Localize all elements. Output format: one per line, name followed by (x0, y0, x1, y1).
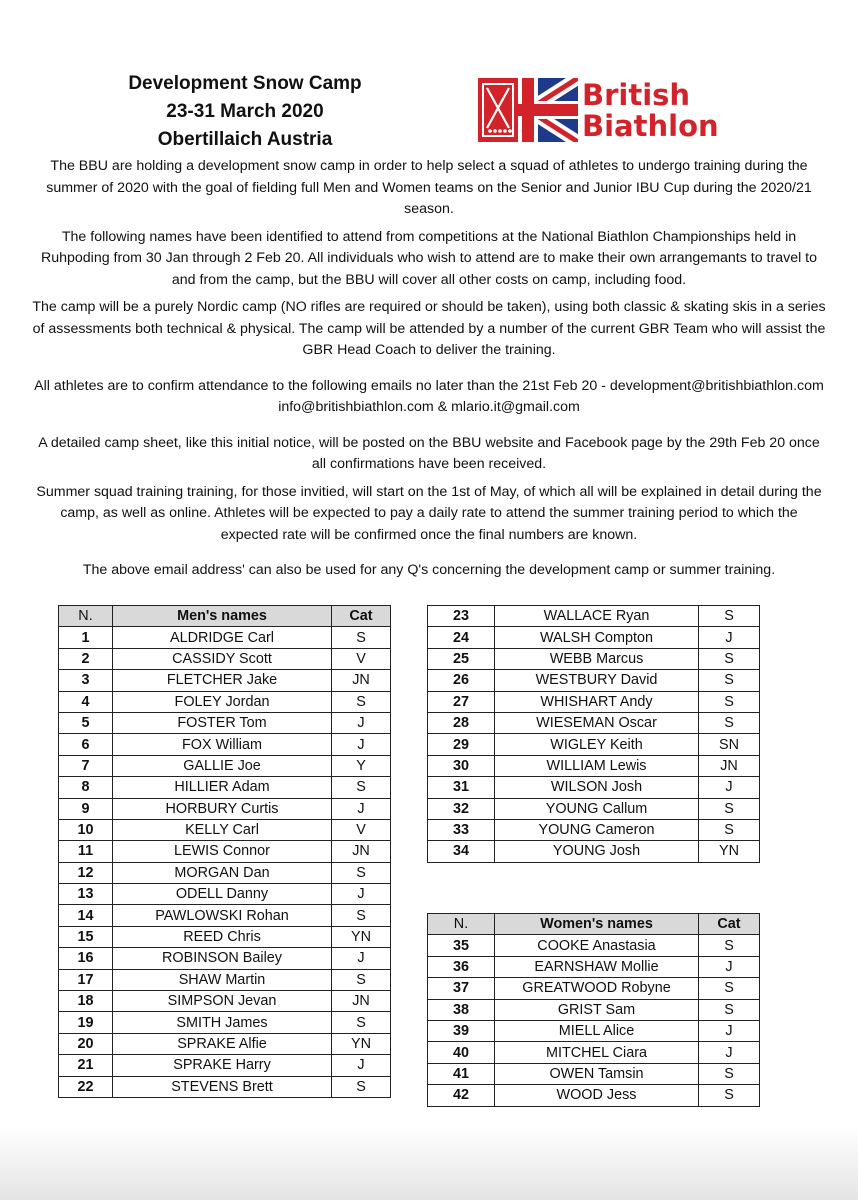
table-row (428, 648, 760, 669)
column-header-womens-names: Women's names (495, 914, 699, 935)
athlete-category: J (699, 1042, 760, 1063)
table-row (428, 999, 760, 1020)
athlete-category: S (332, 905, 391, 926)
athlete-number: 9 (59, 798, 113, 819)
athlete-number: 1 (59, 627, 113, 648)
athlete-number: 10 (59, 819, 113, 840)
athlete-number: 8 (59, 777, 113, 798)
athlete-name: LEWIS Connor (113, 841, 332, 862)
table-row (428, 819, 760, 840)
athlete-number: 38 (428, 999, 495, 1020)
athlete-category: J (332, 884, 391, 905)
paragraph-contact: The above email address' can also be used for any Q's concerning the development camp or summer training. (82, 562, 776, 578)
logo-line-biathlon: Biathlon (582, 109, 719, 143)
table-row (428, 734, 760, 755)
athlete-category: V (332, 819, 391, 840)
athlete-number: 5 (59, 712, 113, 733)
athlete-name: ODELL Danny (113, 884, 332, 905)
mens-names-table (58, 605, 391, 1098)
athlete-category: JN (332, 991, 391, 1012)
athlete-name: WOOD Jess (495, 1085, 699, 1106)
athlete-category: S (332, 691, 391, 712)
athlete-category: V (332, 648, 391, 669)
table-row (428, 1085, 760, 1106)
athlete-name: HORBURY Curtis (113, 798, 332, 819)
athlete-number: 13 (59, 884, 113, 905)
table-row (59, 991, 391, 1012)
british-biathlon-logo (478, 78, 740, 142)
athlete-name: SPRAKE Harry (113, 1055, 332, 1076)
athlete-name: EARNSHAW Mollie (495, 956, 699, 977)
athlete-category: S (699, 648, 760, 669)
table-row (59, 670, 391, 691)
paragraph-selection: The following names have been identified to attend from competitions at the National Biathlon Championships held in Ruhpoding from 30 Jan through 2 Feb 20. All individuals who wish to attend are to make their own arrangemants to travel to and from the camp, but the BBU will cover all other costs on camp, including food. (40, 228, 818, 288)
athlete-number: 12 (59, 862, 113, 883)
athlete-number: 36 (428, 956, 495, 977)
athlete-name: GRIST Sam (495, 999, 699, 1020)
column-header-mens-names: Men's names (113, 606, 332, 627)
athlete-category: S (699, 1063, 760, 1084)
table-row (59, 1055, 391, 1076)
athlete-name: FOLEY Jordan (113, 691, 332, 712)
athlete-category: J (699, 777, 760, 798)
athlete-name: WILSON Josh (495, 777, 699, 798)
athlete-name: HILLIER Adam (113, 777, 332, 798)
document-title (100, 70, 390, 154)
athlete-name: COOKE Anastasia (495, 935, 699, 956)
athlete-name: FLETCHER Jake (113, 670, 332, 691)
table-row (59, 712, 391, 733)
athlete-category: SN (699, 734, 760, 755)
title-dates: 23-31 March 2020 (166, 101, 324, 122)
athlete-category: YN (332, 926, 391, 947)
table-header-row (59, 606, 391, 627)
table-row (59, 648, 391, 669)
table-row (59, 691, 391, 712)
notice-body (30, 156, 828, 588)
table-row (59, 948, 391, 969)
paragraph-camp-sheet: A detailed camp sheet, like this initial notice, will be posted on the BBU website and Facebook page by the 29th Feb 20 once all confirmations have been received. (38, 434, 820, 472)
column-header-number: N. (59, 606, 113, 627)
table-row (59, 1033, 391, 1054)
athlete-number: 3 (59, 670, 113, 691)
athlete-name: ROBINSON Bailey (113, 948, 332, 969)
table-row (59, 819, 391, 840)
table-row (428, 841, 760, 862)
athlete-number: 20 (59, 1033, 113, 1054)
athlete-category: JN (332, 841, 391, 862)
athlete-number: 32 (428, 798, 495, 819)
union-jack-icon (478, 78, 578, 142)
title-event: Development Snow Camp (128, 73, 362, 94)
table-row (428, 1020, 760, 1041)
athlete-name: FOSTER Tom (113, 712, 332, 733)
table-row (59, 755, 391, 776)
athlete-name: YOUNG Josh (495, 841, 699, 862)
athlete-category: J (699, 1020, 760, 1041)
athlete-category: S (699, 798, 760, 819)
athlete-number: 22 (59, 1076, 113, 1097)
table-row (428, 978, 760, 999)
table-header-row (428, 914, 760, 935)
table-row (428, 956, 760, 977)
athlete-category: JN (699, 755, 760, 776)
athlete-category: J (332, 798, 391, 819)
womens-names-table (427, 913, 760, 1107)
athlete-name: WALLACE Ryan (495, 606, 699, 627)
athlete-number: 21 (59, 1055, 113, 1076)
athlete-name: REED Chris (113, 926, 332, 947)
athlete-name: WEBB Marcus (495, 648, 699, 669)
column-header-cat: Cat (699, 914, 760, 935)
column-header-number: N. (428, 914, 495, 935)
athlete-name: GALLIE Joe (113, 755, 332, 776)
paragraph-confirm-attendance: All athletes are to confirm attendance to the following emails no later than the 21st Feb 20 - development@britishbiathlon.com info@britishbiathlon.com & mlario.it@gmail.com (34, 377, 824, 415)
athlete-category: J (332, 948, 391, 969)
paragraph-summer-training: Summer squad training training, for those invitied, will start on the 1st of May, of which all will be explained in detail during the camp, as well as online. Athletes will be expected to pay a daily rate to attend the summer training period to which the expected rate will be confirmed once the final numbers are known. (36, 483, 822, 543)
athlete-category: YN (699, 841, 760, 862)
athlete-number: 17 (59, 969, 113, 990)
athlete-name: WALSH Compton (495, 627, 699, 648)
athlete-name: MIELL Alice (495, 1020, 699, 1041)
athlete-category: S (332, 862, 391, 883)
athlete-category: J (332, 1055, 391, 1076)
table-row (59, 841, 391, 862)
athlete-number: 35 (428, 935, 495, 956)
athlete-name: MITCHEL Ciara (495, 1042, 699, 1063)
table-row (428, 712, 760, 733)
paragraph-intro: The BBU are holding a development snow camp in order to help select a squad of athletes to undergo training during the summer of 2020 with the goal of fielding full Men and Women teams on the Senior and Junior IBU Cup during the 2020/21 season. (46, 158, 812, 217)
table-row (59, 798, 391, 819)
athlete-category: S (332, 777, 391, 798)
athlete-number: 28 (428, 712, 495, 733)
table-row (59, 884, 391, 905)
table-row (428, 935, 760, 956)
athlete-category: S (699, 606, 760, 627)
athlete-number: 34 (428, 841, 495, 862)
athlete-number: 2 (59, 648, 113, 669)
table-row (428, 670, 760, 691)
athlete-name: MORGAN Dan (113, 862, 332, 883)
athlete-name: OWEN Tamsin (495, 1063, 699, 1084)
mens-names-table-continued (427, 605, 760, 863)
athlete-category: S (699, 999, 760, 1020)
athlete-number: 24 (428, 627, 495, 648)
athlete-category: S (332, 1012, 391, 1033)
table-row (428, 798, 760, 819)
athlete-category: S (332, 969, 391, 990)
table-row (428, 627, 760, 648)
athlete-category: YN (332, 1033, 391, 1054)
athlete-number: 4 (59, 691, 113, 712)
athlete-category: S (699, 712, 760, 733)
athlete-category: S (699, 935, 760, 956)
athlete-name: SHAW Martin (113, 969, 332, 990)
athlete-category: S (332, 627, 391, 648)
athlete-number: 37 (428, 978, 495, 999)
athlete-name: STEVENS Brett (113, 1076, 332, 1097)
table-row (428, 755, 760, 776)
athlete-number: 26 (428, 670, 495, 691)
athlete-number: 19 (59, 1012, 113, 1033)
athlete-category: S (699, 819, 760, 840)
table-row (428, 1063, 760, 1084)
athlete-category: J (332, 734, 391, 755)
athlete-number: 18 (59, 991, 113, 1012)
athlete-number: 29 (428, 734, 495, 755)
athlete-number: 6 (59, 734, 113, 755)
title-location: Obertillaich Austria (157, 129, 333, 150)
athlete-number: 41 (428, 1063, 495, 1084)
table-row (59, 734, 391, 755)
table-row (59, 905, 391, 926)
athlete-category: S (699, 691, 760, 712)
athlete-name: SMITH James (113, 1012, 332, 1033)
athlete-number: 40 (428, 1042, 495, 1063)
athlete-number: 31 (428, 777, 495, 798)
athlete-number: 30 (428, 755, 495, 776)
table-row (59, 627, 391, 648)
athlete-name: SIMPSON Jevan (113, 991, 332, 1012)
table-row (428, 1042, 760, 1063)
athlete-number: 15 (59, 926, 113, 947)
athlete-number: 42 (428, 1085, 495, 1106)
paragraph-camp-details: The camp will be a purely Nordic camp (NO rifles are required or should be taken), using both classic & skating skis in a series of assessments both technical & physical. The camp will be attended by a number of the current GBR Team who will assist the GBR Head Coach to deliver the training. (32, 299, 826, 358)
athlete-name: WESTBURY David (495, 670, 699, 691)
athlete-name: WIGLEY Keith (495, 734, 699, 755)
athlete-category: J (699, 627, 760, 648)
athlete-number: 14 (59, 905, 113, 926)
athlete-category: Y (332, 755, 391, 776)
table-row (59, 862, 391, 883)
logo-line-british: British (582, 78, 691, 112)
athlete-number: 23 (428, 606, 495, 627)
athlete-name: PAWLOWSKI Rohan (113, 905, 332, 926)
athlete-name: SPRAKE Alfie (113, 1033, 332, 1054)
athlete-category: J (699, 956, 760, 977)
logo-wordmark (582, 80, 719, 142)
table-row (59, 1012, 391, 1033)
athlete-number: 25 (428, 648, 495, 669)
athlete-category: S (332, 1076, 391, 1097)
athlete-number: 16 (59, 948, 113, 969)
athlete-name: ALDRIDGE Carl (113, 627, 332, 648)
athlete-category: J (332, 712, 391, 733)
athlete-number: 7 (59, 755, 113, 776)
column-header-cat: Cat (332, 606, 391, 627)
athlete-number: 27 (428, 691, 495, 712)
table-row (59, 969, 391, 990)
athlete-category: S (699, 978, 760, 999)
athlete-name: WIESEMAN Oscar (495, 712, 699, 733)
athlete-category: S (699, 1085, 760, 1106)
athlete-name: WHISHART Andy (495, 691, 699, 712)
table-row (428, 777, 760, 798)
table-row (428, 606, 760, 627)
athlete-name: KELLY Carl (113, 819, 332, 840)
table-row (59, 926, 391, 947)
athlete-number: 39 (428, 1020, 495, 1041)
athlete-number: 33 (428, 819, 495, 840)
athlete-name: YOUNG Cameron (495, 819, 699, 840)
athlete-number: 11 (59, 841, 113, 862)
table-row (428, 691, 760, 712)
athlete-category: JN (332, 670, 391, 691)
athlete-name: FOX William (113, 734, 332, 755)
athlete-name: CASSIDY Scott (113, 648, 332, 669)
athlete-name: WILLIAM Lewis (495, 755, 699, 776)
athlete-category: S (699, 670, 760, 691)
athlete-name: GREATWOOD Robyne (495, 978, 699, 999)
table-row (59, 777, 391, 798)
table-row (59, 1076, 391, 1097)
page-bottom-shadow (0, 1128, 858, 1200)
athlete-name: YOUNG Callum (495, 798, 699, 819)
